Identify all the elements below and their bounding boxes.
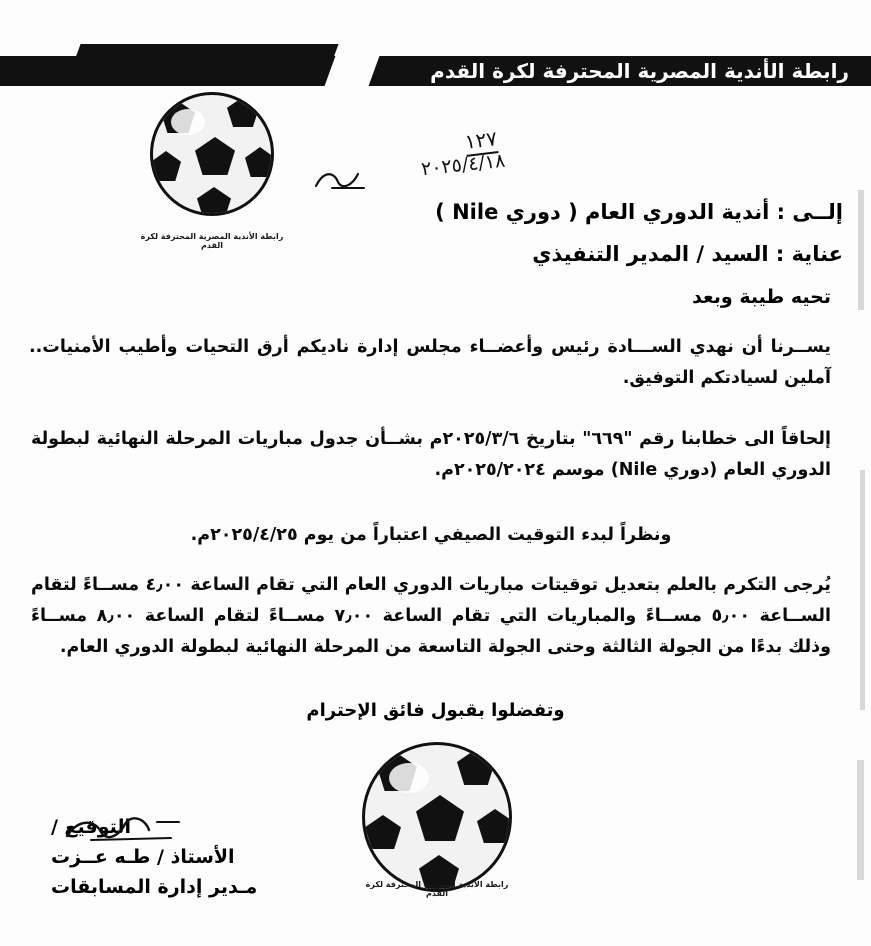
body-paragraph-4: يُرجى التكرم بالعلم بتعديل توقيتات مباريات الدوري العام التي تقام الساعة ٤٫٠٠ مســاءً لتقام الســاعة ٥٫٠٠ مســاءً والمباريات التي تقام الساعة ٧٫٠٠ مســاءً لتقام الساعة ٨٫٠٠ مســاءً وذلك بدءًا من الجولة الثالثة وحتى الجولة التاسعة من المرحلة النهائية لبطولة الدوري العام.	[31, 575, 832, 657]
signature-title: مـدير إدارة المسابقات	[51, 876, 258, 898]
football-ball-shape	[362, 742, 512, 892]
ball-highlight	[389, 763, 429, 793]
ball-panel	[195, 137, 235, 175]
logo-caption-bottom: رابطة الأندية المصرية المحترفة لكرة القدم	[365, 880, 509, 898]
signature-label: التوقيع /	[51, 816, 132, 838]
body-paragraph-1: يســرنا أن نهدي الســـادة رئيس وأعضــاء مجلس إدارة ناديكم أرق التحيات وأطيب الأمنيات.. آملين لسيادتكم التوفيق.	[29, 337, 831, 388]
reference-number: ١٢٧	[463, 126, 498, 157]
signature-block	[51, 812, 351, 902]
ball-highlight	[171, 109, 205, 135]
ball-panel	[197, 187, 231, 216]
ball-panel	[477, 809, 512, 843]
ball-panel	[457, 749, 495, 785]
handwritten-reference	[300, 128, 505, 198]
league-logo-bottom	[352, 742, 522, 912]
ball-panel	[365, 815, 401, 849]
football-ball-shape	[150, 92, 274, 216]
signature-name: الأستاذ / طـه عــزت	[51, 846, 235, 868]
football-icon	[150, 92, 274, 216]
ball-panel	[416, 795, 464, 841]
page-edge-artifact	[857, 760, 864, 880]
attention-line: عناية : السيد / المدير التنفيذي	[532, 242, 843, 266]
reference-date: ٢٠٢٥/٤/١٨	[419, 149, 506, 181]
logo-caption-top: رابطة الأندية المصرية المحترفة لكرة القدم	[140, 232, 284, 250]
closing-line: وتفضلوا بقبول فائق الإحترام	[306, 700, 565, 721]
league-logo-top	[138, 92, 286, 252]
ball-panel	[227, 97, 259, 127]
addressee-line: إلــى : أندية الدوري العام ( دوري Nile )	[435, 200, 843, 224]
body-paragraph-2: إلحاقاً الى خطابنا رقم "٦٦٩" بتاريخ ٢٠٢٥/٣/٦م بشــأن جدول مباريات المرحلة النهائية لبطولة الدوري العام (دوري Nile) موسم ٢٠٢٥/٢٠٢٤م.	[31, 429, 831, 480]
header-title: رابطة الأندية المصرية المحترفة لكرة القدم	[430, 59, 849, 83]
reference-signature-icon	[312, 166, 372, 192]
ball-panel	[151, 151, 181, 181]
page-edge-artifact	[860, 470, 865, 710]
page-edge-artifact	[858, 190, 864, 310]
greeting-line: تحيه طيبة وبعد	[692, 286, 831, 308]
ball-panel	[245, 147, 274, 177]
header-band	[0, 44, 871, 94]
football-icon	[362, 742, 512, 892]
handwritten-signature-icon	[61, 812, 191, 846]
body-paragraph-3: ونظراً لبدء التوقيت الصيفي اعتباراً من يوم ٢٠٢٥/٤/٢٥م.	[190, 525, 672, 545]
